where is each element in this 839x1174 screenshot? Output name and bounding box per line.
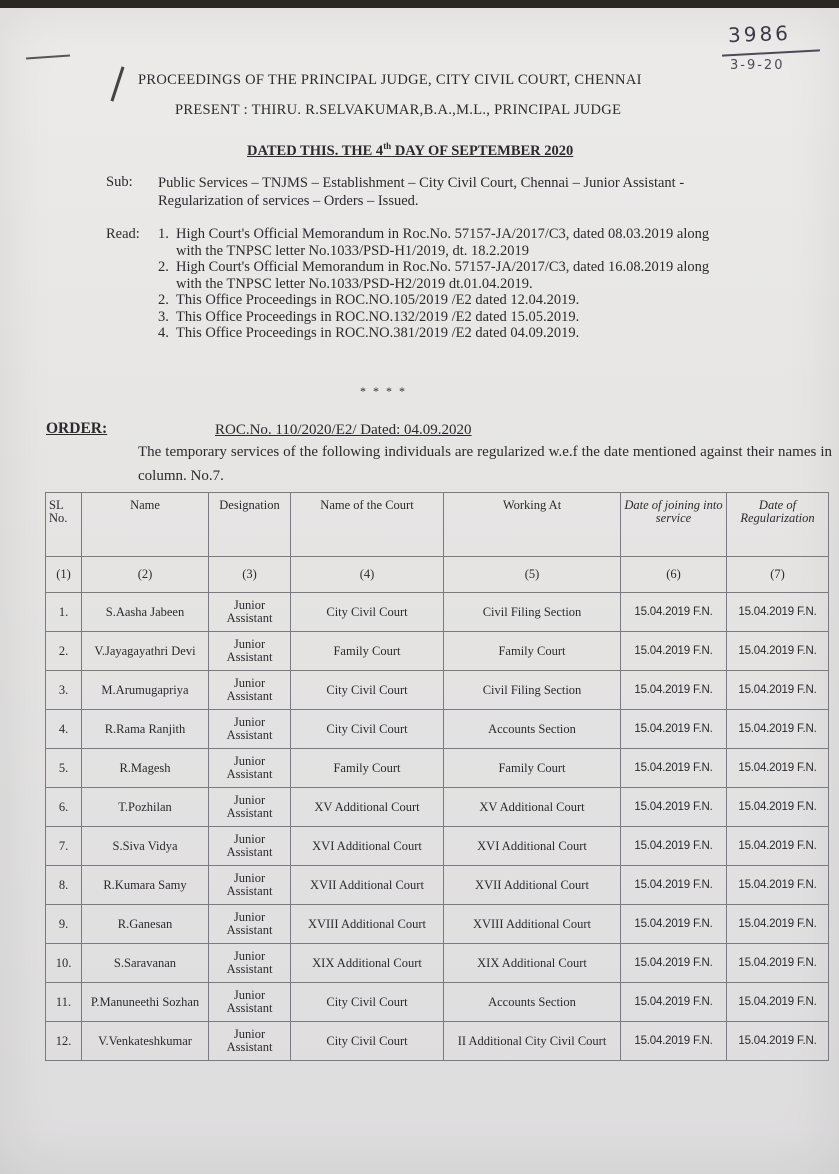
- read-item: [158, 309, 718, 326]
- handwritten-slash: [111, 66, 125, 101]
- court-cell: City Civil Court: [291, 593, 444, 632]
- joining-date-cell: 15.04.2019 F.N.: [621, 671, 727, 710]
- working-at-cell: XIX Additional Court: [444, 944, 621, 983]
- header-designation: Designation: [209, 493, 291, 557]
- designation-cell: Junior Assistant: [209, 944, 291, 983]
- court-cell: Family Court: [291, 632, 444, 671]
- regularization-date-cell: 15.04.2019 F.N.: [727, 710, 829, 749]
- working-at-cell: II Additional City Civil Court: [444, 1022, 621, 1061]
- court-cell: Family Court: [291, 749, 444, 788]
- working-at-cell: XVII Additional Court: [444, 866, 621, 905]
- working-at-cell: XVI Additional Court: [444, 827, 621, 866]
- table-row: [46, 944, 829, 983]
- sl-cell: 1.: [46, 593, 82, 632]
- order-label: ORDER:: [46, 420, 108, 437]
- regularization-date-cell: 15.04.2019 F.N.: [727, 866, 829, 905]
- working-at-cell: XVIII Additional Court: [444, 905, 621, 944]
- name-cell: R.Rama Ranjith: [82, 710, 209, 749]
- designation-cell: Junior Assistant: [209, 788, 291, 827]
- read-num: 2.: [158, 259, 169, 275]
- sl-cell: 7.: [46, 827, 82, 866]
- working-at-cell: Family Court: [444, 749, 621, 788]
- joining-date-cell: 15.04.2019 F.N.: [621, 905, 727, 944]
- index-cell: (2): [82, 557, 209, 593]
- dated-prefix: DATED THIS. THE 4: [247, 142, 384, 159]
- name-cell: R.Ganesan: [82, 905, 209, 944]
- regularization-date-cell: 15.04.2019 F.N.: [727, 905, 829, 944]
- table-row: [46, 671, 829, 710]
- designation-cell: Junior Assistant: [209, 593, 291, 632]
- header-sl: SL No.: [46, 493, 82, 557]
- table-row: [46, 1022, 829, 1061]
- court-cell: XIX Additional Court: [291, 944, 444, 983]
- handwritten-subnumber: 3-9-20: [730, 58, 785, 73]
- name-cell: S.Siva Vidya: [82, 827, 209, 866]
- joining-date-cell: 15.04.2019 F.N.: [621, 788, 727, 827]
- name-cell: S.Saravanan: [82, 944, 209, 983]
- sl-cell: 11.: [46, 983, 82, 1022]
- court-cell: XV Additional Court: [291, 788, 444, 827]
- table-header-row: [46, 493, 829, 557]
- working-at-cell: Family Court: [444, 632, 621, 671]
- index-cell: (7): [727, 557, 829, 593]
- joining-date-cell: 15.04.2019 F.N.: [621, 632, 727, 671]
- sl-cell: 5.: [46, 749, 82, 788]
- name-cell: R.Kumara Samy: [82, 866, 209, 905]
- read-item: [158, 226, 718, 259]
- read-text: This Office Proceedings in ROC.NO.132/2019 /E2 dated 15.05.2019.: [176, 308, 580, 325]
- designation-cell: Junior Assistant: [209, 749, 291, 788]
- dated-line: [247, 141, 573, 160]
- joining-date-cell: 15.04.2019 F.N.: [621, 710, 727, 749]
- read-text: This Office Proceedings in ROC.NO.105/2019 /E2 dated 12.04.2019.: [176, 292, 580, 308]
- table-row: [46, 749, 829, 788]
- regularization-date-cell: 15.04.2019 F.N.: [727, 983, 829, 1022]
- working-at-cell: Accounts Section: [444, 710, 621, 749]
- table-row: [46, 710, 829, 749]
- document-title: PROCEEDINGS OF THE PRINCIPAL JUDGE, CITY CIVIL COURT, CHENNAI: [138, 72, 642, 88]
- name-cell: M.Arumugapriya: [82, 671, 209, 710]
- designation-cell: Junior Assistant: [209, 1022, 291, 1061]
- court-cell: City Civil Court: [291, 671, 444, 710]
- joining-date-cell: 15.04.2019 F.N.: [621, 866, 727, 905]
- handwritten-number: 3986: [727, 20, 792, 48]
- court-cell: XVII Additional Court: [291, 866, 444, 905]
- sl-cell: 10.: [46, 944, 82, 983]
- present-line: PRESENT : THIRU. R.SELVAKUMAR,B.A.,M.L., PRINCIPAL JUDGE: [175, 102, 622, 118]
- read-num: 4.: [158, 325, 169, 341]
- designation-cell: Junior Assistant: [209, 632, 291, 671]
- table-row: [46, 827, 829, 866]
- separator-stars: * * * *: [360, 384, 407, 398]
- regularization-date-cell: 15.04.2019 F.N.: [727, 827, 829, 866]
- header-court: Name of the Court: [291, 493, 444, 557]
- read-num: 3.: [158, 308, 169, 325]
- regularization-date-cell: 15.04.2019 F.N.: [727, 1022, 829, 1061]
- read-text: High Court's Official Memorandum in Roc.No. 57157-JA/2017/C3, dated 16.08.2019 along with the TNPSC letter No.1033/PSD-H2/2019 dt.01.04.2019.: [176, 259, 710, 292]
- dated-suffix: DAY OF SEPTEMBER 2020: [391, 142, 574, 159]
- regularization-date-cell: 15.04.2019 F.N.: [727, 788, 829, 827]
- handwritten-stroke: [26, 54, 70, 59]
- designation-cell: Junior Assistant: [209, 710, 291, 749]
- sl-cell: 8.: [46, 866, 82, 905]
- sl-cell: 3.: [46, 671, 82, 710]
- court-cell: City Civil Court: [291, 710, 444, 749]
- read-item: [158, 259, 718, 292]
- header-joining: Date of joining into service: [621, 493, 727, 557]
- name-cell: V.Jayagayathri Devi: [82, 632, 209, 671]
- joining-date-cell: 15.04.2019 F.N.: [621, 593, 727, 632]
- sl-cell: 2.: [46, 632, 82, 671]
- designation-cell: Junior Assistant: [209, 827, 291, 866]
- table-index-row: [46, 557, 829, 593]
- name-cell: P.Manuneethi Sozhan: [82, 983, 209, 1022]
- sl-cell: 6.: [46, 788, 82, 827]
- table-row: [46, 593, 829, 632]
- regularization-date-cell: 15.04.2019 F.N.: [727, 671, 829, 710]
- designation-cell: Junior Assistant: [209, 905, 291, 944]
- header-regularization: Date of Regularization: [727, 493, 829, 557]
- designation-cell: Junior Assistant: [209, 671, 291, 710]
- name-cell: S.Aasha Jabeen: [82, 593, 209, 632]
- joining-date-cell: 15.04.2019 F.N.: [621, 1022, 727, 1061]
- table-row: [46, 983, 829, 1022]
- read-list: [158, 226, 718, 342]
- subject-label: Sub:: [106, 174, 133, 190]
- court-cell: City Civil Court: [291, 1022, 444, 1061]
- joining-date-cell: 15.04.2019 F.N.: [621, 944, 727, 983]
- court-cell: XVI Additional Court: [291, 827, 444, 866]
- header-name: Name: [82, 493, 209, 557]
- working-at-cell: Civil Filing Section: [444, 593, 621, 632]
- regularization-date-cell: 15.04.2019 F.N.: [727, 593, 829, 632]
- regularization-date-cell: 15.04.2019 F.N.: [727, 749, 829, 788]
- order-paragraph-text: The temporary services of the following individuals are regularized w.e.f the date mentioned against their names in column. No.7.: [138, 444, 832, 484]
- index-cell: (6): [621, 557, 727, 593]
- index-cell: (1): [46, 557, 82, 593]
- read-item: [158, 292, 718, 309]
- working-at-cell: XV Additional Court: [444, 788, 621, 827]
- joining-date-cell: 15.04.2019 F.N.: [621, 749, 727, 788]
- order-paragraph: [46, 440, 832, 488]
- regularization-date-cell: 15.04.2019 F.N.: [727, 632, 829, 671]
- court-cell: City Civil Court: [291, 983, 444, 1022]
- court-cell: XVIII Additional Court: [291, 905, 444, 944]
- sl-cell: 12.: [46, 1022, 82, 1061]
- table-row: [46, 632, 829, 671]
- designation-cell: Junior Assistant: [209, 983, 291, 1022]
- name-cell: R.Magesh: [82, 749, 209, 788]
- sl-cell: 9.: [46, 905, 82, 944]
- regularization-date-cell: 15.04.2019 F.N.: [727, 944, 829, 983]
- read-text: High Court's Official Memorandum in Roc.No. 57157-JA/2017/C3, dated 08.03.2019 along with the TNPSC letter No.1033/PSD-H1/2019, dt. 18.2.2019: [176, 226, 710, 259]
- read-num: 1.: [158, 226, 169, 242]
- read-item: [158, 325, 718, 342]
- table-row: [46, 788, 829, 827]
- working-at-cell: Accounts Section: [444, 983, 621, 1022]
- index-cell: (3): [209, 557, 291, 593]
- table-row: [46, 866, 829, 905]
- subject-text: Public Services – TNJMS – Establishment – City Civil Court, Chennai – Junior Assistant - Regularization of services – Orders – Issued.: [158, 175, 685, 209]
- joining-date-cell: 15.04.2019 F.N.: [621, 827, 727, 866]
- working-at-cell: Civil Filing Section: [444, 671, 621, 710]
- read-label: Read:: [106, 226, 140, 242]
- index-cell: (4): [291, 557, 444, 593]
- name-cell: T.Pozhilan: [82, 788, 209, 827]
- table-row: [46, 905, 829, 944]
- header-working: Working At: [444, 493, 621, 557]
- document-page: [0, 8, 839, 1174]
- dated-sup: th: [383, 141, 392, 151]
- read-num: 2.: [158, 292, 169, 308]
- read-text: This Office Proceedings in ROC.NO.381/2019 /E2 dated 04.09.2019.: [176, 325, 580, 341]
- handwritten-underline: [722, 49, 820, 56]
- regularization-table: [45, 492, 829, 1061]
- sl-cell: 4.: [46, 710, 82, 749]
- designation-cell: Junior Assistant: [209, 866, 291, 905]
- name-cell: V.Venkateshkumar: [82, 1022, 209, 1061]
- roc-number: ROC.No. 110/2020/E2/ Dated: 04.09.2020: [215, 422, 472, 438]
- index-cell: (5): [444, 557, 621, 593]
- joining-date-cell: 15.04.2019 F.N.: [621, 983, 727, 1022]
